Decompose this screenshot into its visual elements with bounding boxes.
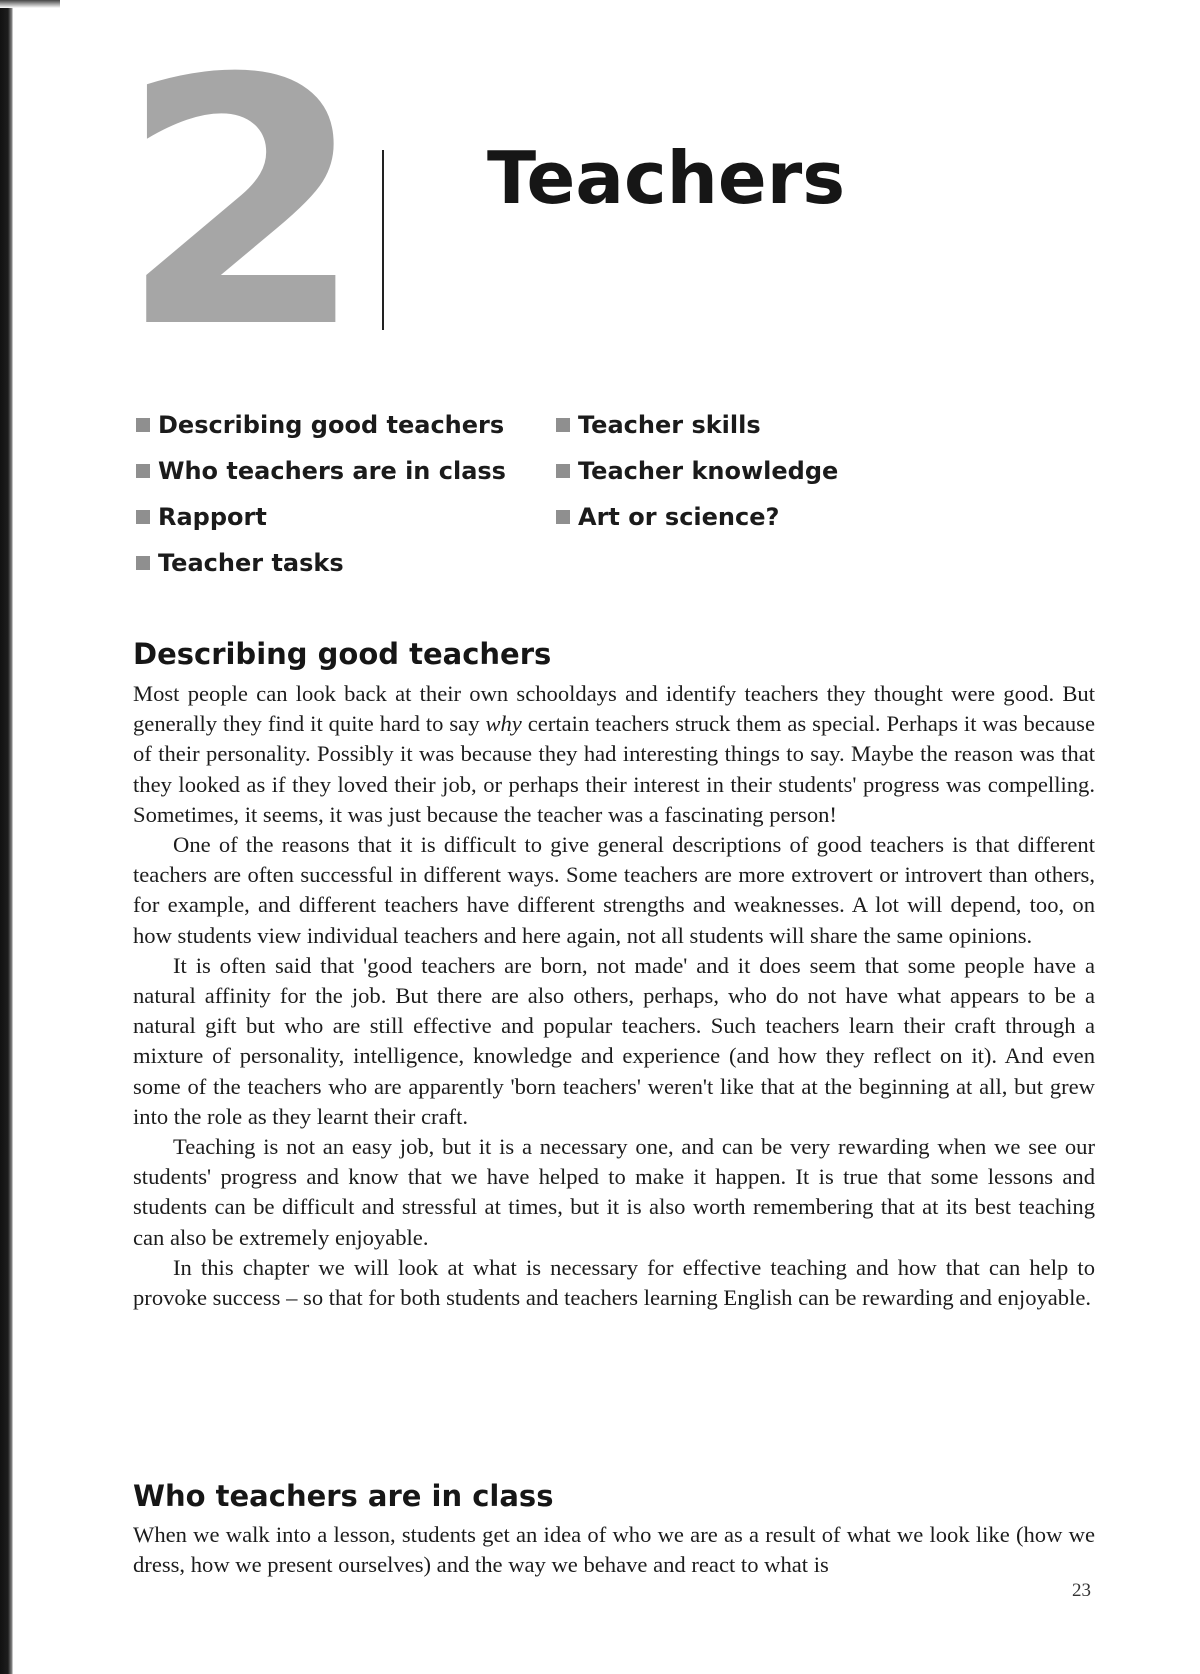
topic-label: Art or science? [578,503,780,531]
topic-label: Describing good teachers [158,411,505,439]
paragraph: One of the reasons that it is difficult to give general descriptions of good teachers is that different teachers are often successful in different ways. Some teachers are more extrovert or introvert than others, for example, and different teachers have different strengths and weaknesses. A lot will depend, too, on how students view individual teachers and here again, not all students will share the same opinions. [133,832,1095,948]
chapter-title: Teachers [487,136,846,220]
topic-item [136,494,506,540]
paragraph [133,679,1095,830]
scan-shadow [0,0,60,8]
topic-item [556,448,838,494]
square-bullet-icon [556,418,570,432]
title-divider [382,150,384,330]
section-heading-who: Who teachers are in class [133,1479,554,1513]
square-bullet-icon [136,464,150,478]
paragraph: When we walk into a lesson, students get an idea of who we are as a result of what we look like (how we dress, how we present ourselves) and the way we behave and react to what is [133,1522,1095,1578]
topic-item [136,448,506,494]
square-bullet-icon [136,510,150,524]
square-bullet-icon [556,510,570,524]
paragraph: In this chapter we will look at what is necessary for effective teaching and how that can help to provoke success – so that for both students and teachers learning English can be rewarding and enjoyable. [133,1254,1095,1311]
topic-label: Rapport [158,503,267,531]
square-bullet-icon [136,556,150,570]
chapter-number: 2 [118,7,356,403]
section-body-who [133,1520,1095,1580]
square-bullet-icon [136,418,150,432]
emphasis: why [485,711,522,737]
square-bullet-icon [556,464,570,478]
topic-label: Teacher skills [578,411,761,439]
text-run: Most people can look back at their own schooldays and identify teachers they thought were good. But generally they find it quite hard to say [133,681,1095,737]
topic-item [136,402,506,448]
paragraph: Teaching is not an easy job, but it is a necessary one, and can be very rewarding when we see our students' progress and know that we have helped to make it happen. It is true that some lessons and students can be difficult and stressful at times, but it is also worth remembering that at its best teaching can also be extremely enjoyable. [133,1134,1095,1250]
topic-label: Teacher tasks [158,549,344,577]
section-body-describing [133,679,1095,1313]
topics-left-column [136,402,506,586]
topic-item [556,494,838,540]
book-spine-edge [0,0,13,1674]
topic-label: Who teachers are in class [158,457,506,485]
topic-item [136,540,506,586]
topics-right-column [556,402,838,540]
topic-item [556,402,838,448]
section-heading-describing: Describing good teachers [133,637,552,671]
topic-label: Teacher knowledge [578,457,839,485]
paragraph: It is often said that 'good teachers are born, not made' and it does seem that some people have a natural affinity for the job. But there are also others, perhaps, who do not have what appears to be a natural gift but who are still effective and popular teachers. Such teachers learn their craft through a mixture of personality, intelligence, knowledge and experience (and how they reflect on it). And even some of the teachers who are apparently 'born teachers' weren't like that at the beginning at all, but grew into the role as they learnt their craft. [133,952,1095,1129]
page-number: 23 [1072,1580,1091,1601]
text-run: certain teachers struck them as special. Perhaps it was because of their personality. Possibly it was because they had interesting things to say. Maybe the reason was that they looked as if they loved their job, or perhaps their interest in their students' progress was compelling. Sometimes, it seems, it was just because the teacher was a fascinating person! [133,711,1096,827]
